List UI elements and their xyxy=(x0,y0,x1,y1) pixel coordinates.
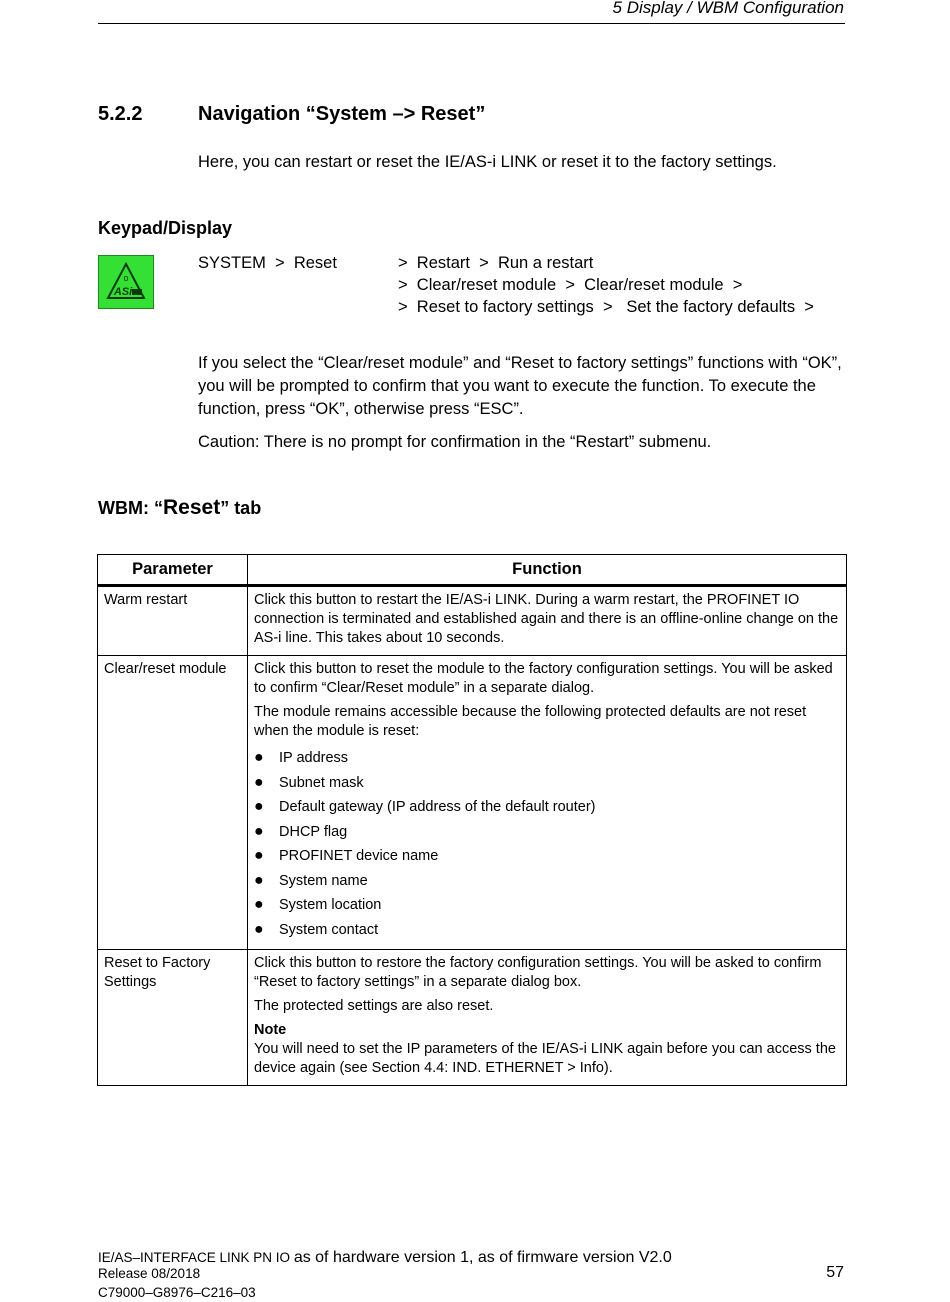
clear-reset-text-2: The module remains accessible because the following protected defaults are not reset when the module is reset: xyxy=(254,704,807,739)
clear-reset-text-1: Click this button to reset the module to the factory configuration settings. You will be asked to confirm “Clear/Reset module” in a separate dialog. xyxy=(254,661,833,696)
function-warm-restart xyxy=(248,586,847,656)
bullet-icon: ● xyxy=(254,896,264,913)
footer-release: Release 08/2018 xyxy=(98,1266,201,1281)
note-text: You will need to set the IP parameters of the IE/AS-i LINK again before you can access the device again (see Section 4.4: IND. ETHERNET > Info). xyxy=(254,1041,836,1076)
menu-item-factory: > Reset to factory settings > Set the factory defaults > xyxy=(398,298,814,316)
svg-text:o: o xyxy=(123,273,129,283)
footer-version: as of hardware version 1, as of firmware version V2.0 xyxy=(293,1249,672,1266)
list-item: ● Subnet mask xyxy=(254,771,840,796)
protected-defaults-list xyxy=(254,746,840,942)
menu-path: SYSTEM > Reset xyxy=(198,254,337,272)
list-item: ● System location xyxy=(254,893,840,918)
wbm-heading xyxy=(98,496,261,520)
param-factory-settings: Reset to Factory Settings xyxy=(98,950,248,1086)
note-title: Note xyxy=(254,1022,287,1038)
bullet-icon: ● xyxy=(254,798,264,815)
table-row-clear-reset xyxy=(98,656,847,950)
factory-text-1: Click this button to restore the factory configuration settings. You will be asked to confirm “Reset to factory settings” in a separate dialog box. xyxy=(254,955,822,990)
list-item: ● System name xyxy=(254,869,840,894)
footer-product: IE/AS–INTERFACE LINK PN IO xyxy=(98,1250,294,1265)
menu-items xyxy=(398,252,814,318)
function-clear-reset xyxy=(248,656,847,950)
header-rule xyxy=(98,23,845,24)
section-number: 5.2.2 xyxy=(98,103,143,125)
list-item: ● IP address xyxy=(254,746,840,771)
param-clear-reset: Clear/reset module xyxy=(98,656,248,950)
function-factory-settings xyxy=(248,950,847,1086)
caution-paragraph: Caution: There is no prompt for confirmation in the “Restart” submenu. xyxy=(198,433,712,451)
wbm-prefix: WBM: “ xyxy=(98,498,163,518)
header-function: Function xyxy=(248,555,847,586)
header-parameter: Parameter xyxy=(98,555,248,586)
bullet-icon: ● xyxy=(254,822,264,840)
list-item: ● Default gateway (IP address of the default router) xyxy=(254,795,840,820)
bullet-icon: ● xyxy=(254,871,264,889)
keypad-heading: Keypad/Display xyxy=(98,218,233,238)
bullet-icon: ● xyxy=(254,773,264,791)
running-header: 5 Display / WBM Configuration xyxy=(612,0,844,17)
page-number: 57 xyxy=(826,1264,844,1281)
menu-item-restart: > Restart > Run a restart xyxy=(398,254,594,272)
table-row-factory-settings xyxy=(98,950,847,1086)
svg-text:ASi: ASi xyxy=(113,286,133,298)
bullet-icon: ● xyxy=(254,847,264,864)
footer-docnum: C79000–G8976–C216–03 xyxy=(98,1285,256,1300)
as-i-warning-icon xyxy=(98,255,154,309)
table-row-warm-restart xyxy=(98,586,847,656)
list-item: ● DHCP flag xyxy=(254,820,840,845)
warm-restart-text: Click this button to restart the IE/AS-i LINK. During a warm restart, the PROFINET IO connection is terminated and established again and there is an offline-online change on the AS-i line. This takes about 10 seconds. xyxy=(254,592,839,646)
footer-product-line xyxy=(98,1249,672,1267)
factory-note xyxy=(254,1021,840,1078)
confirm-paragraph: If you select the “Clear/reset module” and “Reset to factory settings” functions with “OK”, you will be prompted to confirm that you want to execute the function. To execute the function, press “OK”, otherwise press “ESC”. xyxy=(198,354,842,418)
wbm-tab-name: Reset xyxy=(162,496,221,519)
factory-text-2: The protected settings are also reset. xyxy=(254,998,494,1014)
bullet-icon: ● xyxy=(254,920,264,938)
parameter-table xyxy=(97,554,847,1086)
section-title: Navigation “System –> Reset” xyxy=(198,103,486,125)
wbm-suffix: ” tab xyxy=(220,498,262,518)
table-header-row xyxy=(98,555,847,586)
param-warm-restart: Warm restart xyxy=(98,586,248,656)
list-item: ● System contact xyxy=(254,918,840,943)
list-item: ● PROFINET device name xyxy=(254,844,840,869)
bullet-icon: ● xyxy=(254,749,264,766)
menu-item-clear-reset: > Clear/reset module > Clear/reset module > xyxy=(398,276,743,294)
section-intro: Here, you can restart or reset the IE/AS-i LINK or reset it to the factory settings. xyxy=(198,153,777,171)
